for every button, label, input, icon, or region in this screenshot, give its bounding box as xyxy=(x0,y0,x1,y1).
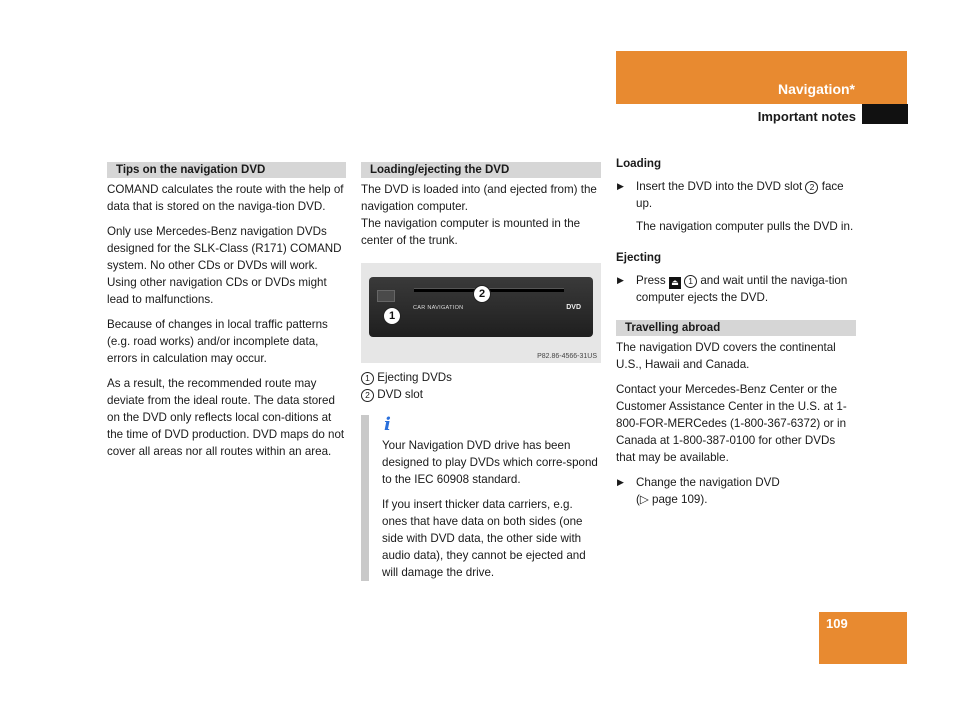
info-paragraph: If you insert thicker data carriers, e.g. ones that have data on both sides (one side with DVD data, the other side with audio data), they cannot be ejected and will damage the drive. xyxy=(382,498,586,579)
paragraph: The navigation computer is mounted in the center of the trunk. xyxy=(361,217,581,247)
dvd-drive-photo xyxy=(361,263,601,363)
page-number-box xyxy=(819,612,907,664)
column-loading-travel xyxy=(616,155,856,514)
caption-1 xyxy=(361,369,601,386)
ejecting-step: ▶ Press ⏏ 1 and wait until the naviga-tion computer ejects the DVD. xyxy=(617,274,848,304)
paragraph: Contact your Mercedes-Benz Center or the Customer Assistance Center in the U.S. at 1-800-FOR-MERCedes (1-800-367-6372) or in Canada at 1-800-387-0100 for other DVDs that may be available. xyxy=(616,383,847,464)
section-heading-travelling: Travelling abroad xyxy=(616,320,856,336)
bullet-triangle-icon: ▶ xyxy=(617,275,624,285)
callout-2: 2 xyxy=(473,285,491,303)
eject-button xyxy=(377,290,395,302)
loading-heading: Loading xyxy=(616,157,662,170)
loading-step: ▶ Insert the DVD into the DVD slot 2 face up. xyxy=(617,180,844,210)
info-bar xyxy=(361,415,369,581)
info-icon: i xyxy=(384,414,391,435)
section-title: Important notes xyxy=(757,109,856,124)
info-box xyxy=(361,415,601,581)
section-heading-tips: Tips on the navigation DVD xyxy=(107,162,346,178)
paragraph: The navigation DVD covers the continental U.S., Hawaii and Canada. xyxy=(616,341,836,371)
ejecting-heading: Ejecting xyxy=(616,251,662,264)
paragraph: Because of changes in local traffic patterns (e.g. road works) and/or incomplete data, errors in calculation may occur. xyxy=(107,318,328,365)
eject-key-icon: ⏏ xyxy=(669,277,681,289)
page-number: 109 xyxy=(826,616,848,631)
paragraph: The DVD is loaded into (and ejected from) the navigation computer. xyxy=(361,183,597,213)
number-circle: 1 xyxy=(684,275,697,288)
number-circle: 1 xyxy=(361,372,374,385)
paragraph: COMAND calculates the route with the help of data that is stored on the naviga-tion DVD. xyxy=(107,183,344,213)
page-reference: (▷ page 109). xyxy=(636,493,708,506)
section-marker xyxy=(862,104,908,124)
travel-step: ▶ Change the navigation DVD (▷ page 109). xyxy=(617,476,780,506)
bullet-triangle-icon: ▶ xyxy=(617,181,624,191)
caption-text: Ejecting DVDs xyxy=(377,371,452,384)
device-label: CAR NAVIGATION xyxy=(413,305,464,311)
loading-result: The navigation computer pulls the DVD in. xyxy=(636,220,854,233)
paragraph: As a result, the recommended route may deviate from the ideal route. The data stored on the DVD only reflects local con-ditions at the time of DVD production. DVD maps do not cover all areas nor all routes within an area. xyxy=(107,377,345,458)
photo-reference: P82.86-4566-31US xyxy=(537,353,597,360)
caption-text: DVD slot xyxy=(377,388,423,401)
chapter-title: Navigation* xyxy=(777,81,855,97)
info-paragraph: Your Navigation DVD drive has been designed to play DVDs which corre-spond to the IEC 60908 standard. xyxy=(382,439,598,486)
paragraph: Only use Mercedes-Benz navigation DVDs designed for the SLK-Class (R171) COMAND system. No other CDs or DVDs will work. Using other navigation CDs or DVDs might lead to malfunctions. xyxy=(107,225,342,306)
section-heading-loading-ejecting: Loading/ejecting the DVD xyxy=(361,162,601,178)
callout-1: 1 xyxy=(383,307,401,325)
caption-2 xyxy=(361,386,601,403)
column-tips xyxy=(107,162,346,468)
number-circle: 2 xyxy=(361,389,374,402)
bullet-triangle-icon: ▶ xyxy=(617,477,624,487)
chapter-header-box xyxy=(616,51,907,104)
column-loading-ejecting xyxy=(361,162,601,581)
dvd-logo: DVD xyxy=(566,304,581,311)
number-circle: 2 xyxy=(805,181,818,194)
